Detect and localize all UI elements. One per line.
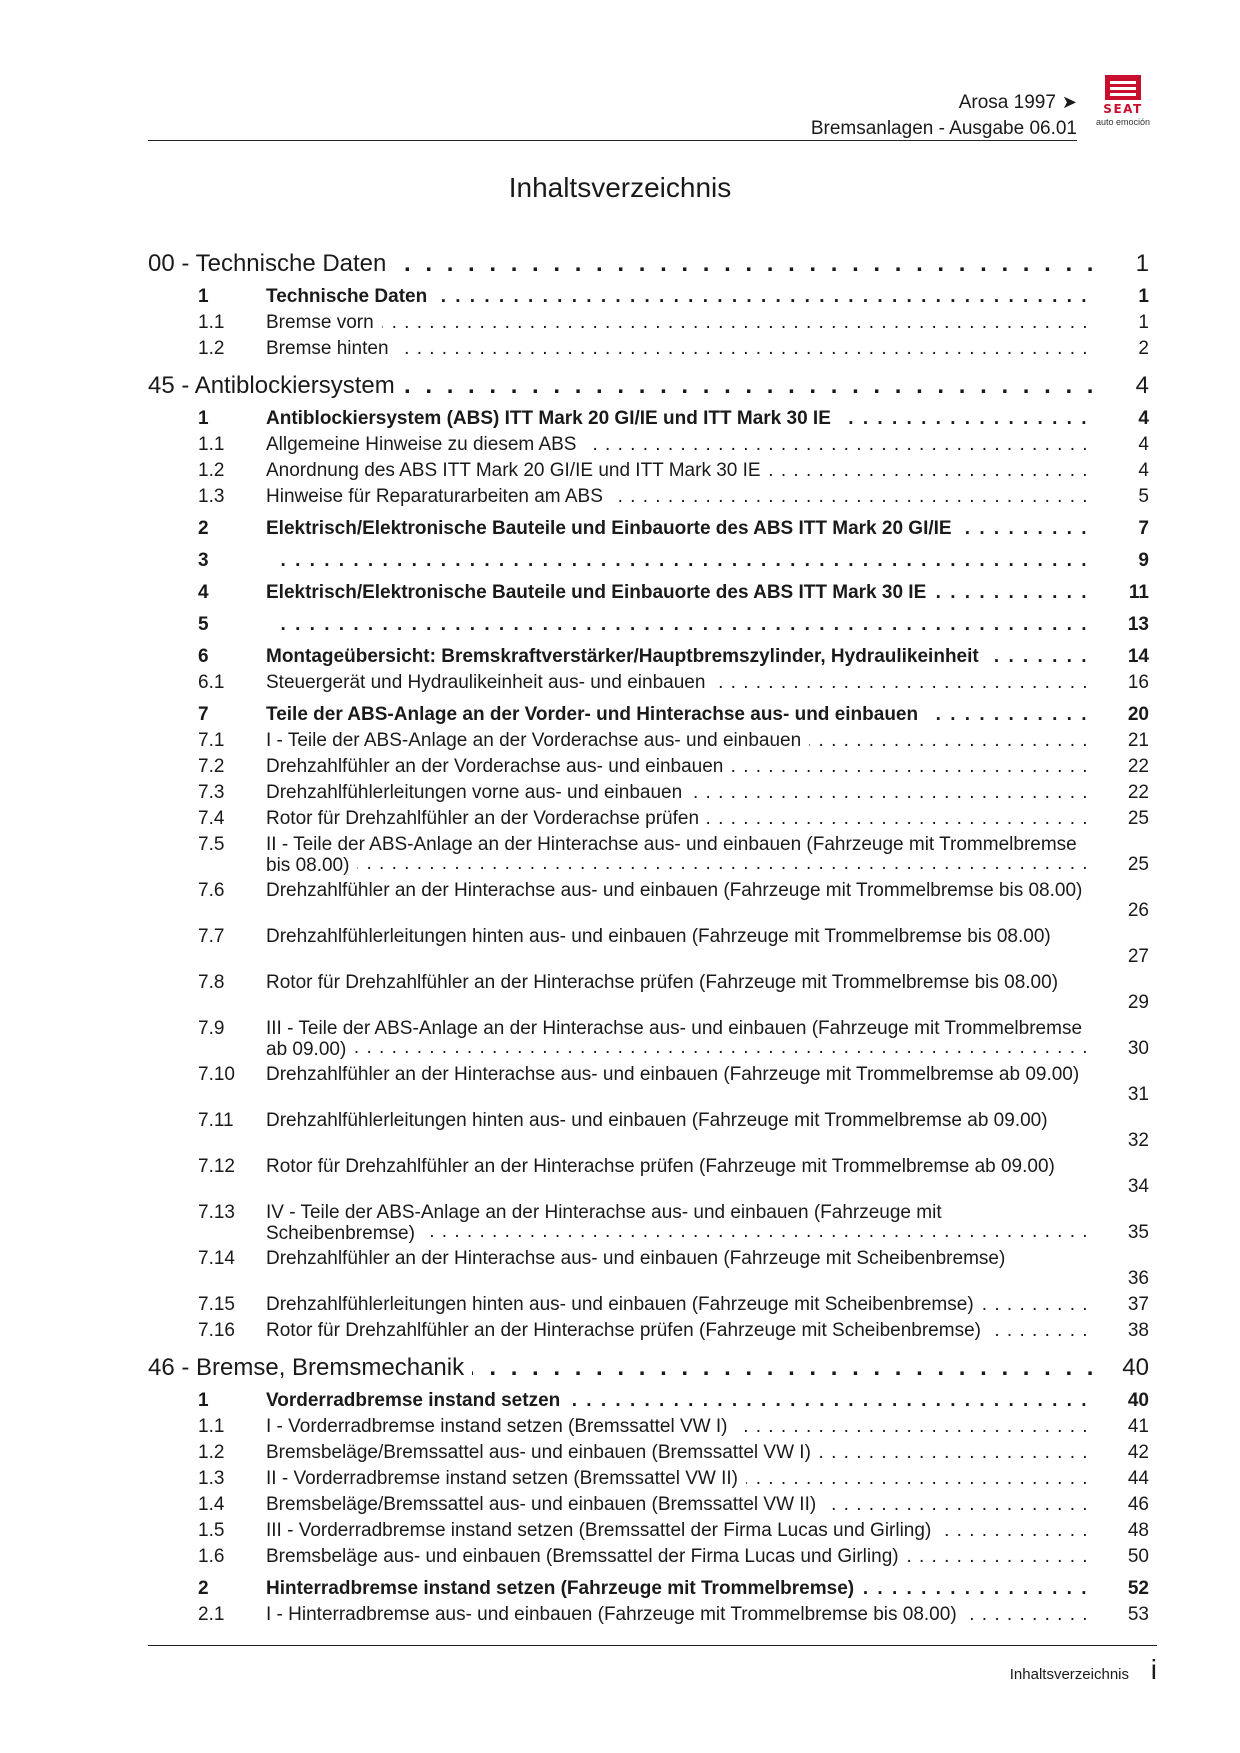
toc-entry-page: 26 [1127, 900, 1149, 921]
toc-entry-page: 27 [1127, 946, 1149, 967]
toc-entry-page: 4 [1138, 460, 1149, 481]
header-model: Arosa 1997 ➤ [958, 92, 1077, 113]
page-header [148, 88, 1077, 141]
toc-entry-number: 5 [198, 614, 209, 635]
seat-logo [1088, 72, 1158, 128]
toc-entry[interactable] [148, 1062, 1149, 1108]
toc-entry[interactable] [148, 1440, 1149, 1466]
toc-entry-title [266, 1200, 1149, 1244]
toc-entry-title-text: Bremse hinten [266, 338, 397, 359]
toc-entry-number: 7.12 [198, 1156, 235, 1177]
toc-entry-title-text: Elektrisch/Elektronische Bauteile und Einbauorte des ABS ITT Mark 30 IE [266, 582, 934, 603]
toc-entry[interactable] [148, 806, 1149, 832]
toc-entry-number: 1 [198, 408, 209, 429]
toc-entry-number: 7.13 [198, 1202, 235, 1223]
toc-entry-number: 1.5 [198, 1520, 225, 1541]
toc-entry-number: 2.1 [198, 1604, 225, 1625]
toc-entry[interactable] [148, 548, 1149, 574]
toc-entry-number: 6.1 [198, 672, 225, 693]
toc-entry-page: 31 [1127, 1084, 1149, 1105]
toc-entry-title [266, 754, 1149, 780]
toc-entry[interactable] [148, 702, 1149, 728]
toc-entry-title [266, 1108, 1149, 1131]
toc-entry[interactable] [148, 970, 1149, 1016]
toc-entry-title-text: Drehzahlfühlerleitungen vorne aus- und einbauen [266, 782, 690, 803]
toc-entry-title-text: III - Vorderradbremse instand setzen (Bremssattel der Firma Lucas und Girling) [266, 1520, 939, 1541]
toc-entry-page: 20 [1127, 704, 1149, 725]
toc-entry[interactable] [148, 458, 1149, 484]
toc-entry-page: 14 [1127, 646, 1149, 667]
toc-entry-number: 2 [198, 518, 209, 539]
toc-entry-title [266, 1544, 1149, 1570]
toc-entry-page: 50 [1127, 1546, 1149, 1567]
toc-entry-page: 7 [1138, 518, 1149, 539]
toc-entry-number: 1.3 [198, 486, 225, 507]
toc-entry-title [266, 702, 1149, 728]
toc-entry-page: 40 [1127, 1390, 1149, 1411]
toc-entry-page: 22 [1127, 756, 1149, 777]
toc-entry-number: 1 [198, 286, 209, 307]
toc-entry[interactable] [148, 878, 1149, 924]
toc-entry-page: 9 [1138, 550, 1149, 571]
toc-entry-title [266, 1492, 1149, 1518]
toc-entry-title [266, 516, 1149, 542]
toc-entry-title [266, 458, 1149, 484]
toc-entry-page: 1 [1138, 312, 1149, 333]
toc-entry-title [266, 284, 1149, 310]
toc-entry-number: 1.2 [198, 1442, 225, 1463]
toc-entry-page: 25 [1127, 854, 1149, 875]
toc-entry[interactable] [148, 336, 1149, 362]
toc-entry-number: 7.11 [198, 1110, 234, 1131]
toc-entry-number: 7.15 [198, 1294, 235, 1315]
toc-entry-title [266, 728, 1149, 754]
toc-entry-title-text: Rotor für Drehzahlfühler an der Vorderachse prüfen [266, 808, 707, 829]
toc-section[interactable] [148, 366, 1149, 406]
toc-entry[interactable] [148, 612, 1149, 638]
toc-entry-title [266, 832, 1149, 876]
toc-entry-title [266, 1292, 1149, 1318]
toc-entry-title-text: Allgemeine Hinweise zu diesem ABS [266, 434, 585, 455]
toc-entry-number: 7.10 [198, 1064, 235, 1085]
toc-entry-title-text: Hinweise für Reparaturarbeiten am ABS [266, 486, 611, 507]
toc-entry-title-text: Anordnung des ABS ITT Mark 20 GI/IE und ITT Mark 30 IE [266, 460, 769, 481]
toc-entry[interactable] [148, 1016, 1149, 1062]
toc-entry-number: 1 [198, 1390, 209, 1411]
toc-entry-title-text: Bremsbeläge/Bremssattel aus- und einbauen (Bremssattel VW I) [266, 1442, 819, 1463]
toc-entry[interactable] [148, 728, 1149, 754]
toc-entry-title-text: Montageübersicht: Bremskraftverstärker/Hauptbremszylinder, Hydraulikeinheit [266, 646, 987, 667]
toc-entry[interactable] [148, 1414, 1149, 1440]
toc-entry-title [266, 1466, 1149, 1492]
toc-entry-title [266, 1518, 1149, 1544]
toc-entry-title [266, 406, 1149, 432]
toc-entry[interactable] [148, 484, 1149, 510]
toc-entry[interactable] [148, 670, 1149, 696]
toc-entry[interactable] [148, 924, 1149, 970]
toc-entry[interactable] [148, 1246, 1149, 1292]
toc-entry-title [148, 244, 1149, 284]
seat-emblem-icon [1088, 72, 1158, 102]
toc-entry-title-text: Technische Daten [266, 286, 435, 307]
toc-entry-number: 1.3 [198, 1468, 225, 1489]
toc-entry[interactable] [148, 310, 1149, 336]
toc-entry-title-text: Steuergerät und Hydraulikeinheit aus- und einbauen [266, 672, 713, 693]
toc-entry-title [266, 1016, 1149, 1060]
toc-entry-page: 2 [1138, 338, 1149, 359]
toc-entry-title-text: Rotor für Drehzahlfühler an der Hinterachse prüfen (Fahrzeuge mit Trommelbremse ab 09.00) [266, 1156, 1063, 1177]
toc-entry-title-text: I - Vorderradbremse instand setzen (Bremssattel VW I) [266, 1416, 735, 1437]
toc-entry-title-text: Bremsbeläge aus- und einbauen (Bremssattel der Firma Lucas und Girling) [266, 1546, 907, 1567]
toc-entry-page: 37 [1127, 1294, 1149, 1315]
toc-entry-number: 1.1 [198, 434, 225, 455]
toc-entry-title-text: Drehzahlfühler an der Hinterachse aus- und einbauen (Fahrzeuge mit Trommelbremse bis 08.00) [266, 880, 1090, 901]
toc-entry-page: 40 [1122, 1354, 1149, 1381]
toc-entry-title [266, 548, 1149, 574]
toc-entry[interactable] [148, 432, 1149, 458]
toc-entry-page: 13 [1127, 614, 1149, 635]
toc-entry[interactable] [148, 754, 1149, 780]
toc-entry-page: 5 [1138, 486, 1149, 507]
toc-entry-title-text: I - Hinterradbremse aus- und einbauen (Fahrzeuge mit Trommelbremse bis 08.00) [266, 1604, 965, 1625]
toc-entry[interactable] [148, 1388, 1149, 1414]
toc-entry-title-text: IV - Teile der ABS-Anlage an der Hinterachse aus- und einbauen (Fahrzeuge mit Scheibenbremse) [266, 1202, 942, 1244]
toc-entry-title-text: Drehzahlfühler an der Hinterachse aus- und einbauen (Fahrzeuge mit Scheibenbremse) [266, 1248, 1013, 1269]
toc-entry-page: 4 [1138, 434, 1149, 455]
toc-entry[interactable] [148, 516, 1149, 542]
toc-entry-title [266, 670, 1149, 696]
toc-entry-page: 32 [1127, 1130, 1149, 1151]
toc-entry-page: 11 [1128, 582, 1149, 603]
toc-entry-title [266, 780, 1149, 806]
toc-entry-title [148, 366, 1149, 406]
toc-entry-title-text: Antiblockiersystem (ABS) ITT Mark 20 GI/IE und ITT Mark 30 IE [266, 408, 839, 429]
toc-entry-title [266, 644, 1149, 670]
toc-entry-title [266, 1440, 1149, 1466]
toc-entry[interactable] [148, 1544, 1149, 1570]
toc-entry-title [266, 806, 1149, 832]
logo-tagline: auto emoción [1095, 117, 1151, 127]
toc-entry-page: 38 [1127, 1320, 1149, 1341]
toc-entry-title-text: Drehzahlfühler an der Vorderachse aus- und einbauen [266, 756, 731, 777]
toc-entry-number: 7.4 [198, 808, 225, 829]
toc-entry-number: 7.2 [198, 756, 225, 777]
toc-entry-title-text: Vorderradbremse instand setzen [266, 1390, 568, 1411]
toc-entry-number: 7.5 [198, 834, 225, 855]
toc-entry-title-text: Drehzahlfühlerleitungen hinten aus- und einbauen (Fahrzeuge mit Scheibenbremse) [266, 1294, 982, 1315]
toc-entry-title-text [266, 614, 274, 635]
toc-entry[interactable] [148, 580, 1149, 606]
toc-entry[interactable] [148, 1200, 1149, 1246]
toc-entry-number: 4 [198, 582, 209, 603]
toc-entry-number: 2 [198, 1578, 209, 1599]
toc-entry-title-text: II - Teile der ABS-Anlage an der Hinterachse aus- und einbauen (Fahrzeuge mit Trommelbremse bis 08.00) [266, 834, 1077, 876]
toc-entry-title-text: Elektrisch/Elektronische Bauteile und Einbauorte des ABS ITT Mark 20 GI/IE [266, 518, 960, 539]
toc-entry-title-text: Hinterradbremse instand setzen (Fahrzeuge mit Trommelbremse) [266, 1578, 862, 1599]
toc-entry-title [266, 484, 1149, 510]
toc-entry[interactable] [148, 1492, 1149, 1518]
toc-entry-number: 1.1 [198, 312, 225, 333]
toc-entry-title [266, 1062, 1149, 1085]
toc-entry-number: 7.6 [198, 880, 225, 901]
toc-entry-title-text: Teile der ABS-Anlage an der Vorder- und Hinterachse aus- und einbauen [266, 704, 926, 725]
page-footer [148, 1645, 1157, 1685]
toc-entry-title [266, 310, 1149, 336]
footer-label: Inhaltsverzeichnis [1009, 1666, 1129, 1683]
toc-entry-page: 44 [1127, 1468, 1149, 1489]
page-title: Inhaltsverzeichnis [508, 172, 732, 203]
toc-entry[interactable] [148, 1466, 1149, 1492]
toc-entry-page: 1 [1135, 250, 1149, 277]
toc-entry-title [266, 1388, 1149, 1414]
toc-entry-number: 3 [198, 550, 209, 571]
toc-entry-title-text: Bremse vorn [266, 312, 382, 333]
toc-entry-number: 7.8 [198, 972, 225, 993]
toc-entry-number: 1.2 [198, 460, 225, 481]
toc-entry[interactable] [148, 1518, 1149, 1544]
toc-entry[interactable] [148, 1576, 1149, 1602]
table-of-contents [148, 240, 1149, 1628]
footer-page-number: i [1150, 1654, 1157, 1685]
toc-entry-number: 7.16 [198, 1320, 235, 1341]
toc-entry-title-text: 46 - Bremse, Bremsmechanik [148, 1354, 472, 1381]
toc-entry-title-text: III - Teile der ABS-Anlage an der Hinterachse aus- und einbauen (Fahrzeuge mit Trommelbremse ab 09.00) [266, 1018, 1083, 1060]
toc-entry-page: 48 [1127, 1520, 1149, 1541]
toc-entry-page: 46 [1127, 1494, 1149, 1515]
toc-entry-page: 52 [1127, 1578, 1149, 1599]
toc-entry-title-text: I - Teile der ABS-Anlage an der Vorderachse aus- und einbauen [266, 730, 809, 751]
toc-entry-title [266, 580, 1149, 606]
toc-entry-number: 7.7 [198, 926, 225, 947]
toc-entry-page: 53 [1127, 1604, 1149, 1625]
toc-entry-title-text: Drehzahlfühlerleitungen hinten aus- und einbauen (Fahrzeuge mit Trommelbremse ab 09.00) [266, 1110, 1056, 1131]
toc-entry-title [266, 878, 1149, 901]
toc-entry-number: 1.6 [198, 1546, 225, 1567]
toc-entry-title [266, 1602, 1149, 1628]
toc-entry-number: 6 [198, 646, 209, 667]
toc-entry-page: 16 [1127, 672, 1149, 693]
toc-entry[interactable] [148, 1318, 1149, 1344]
toc-entry-page: 25 [1127, 808, 1149, 829]
toc-entry-title [266, 1154, 1149, 1177]
toc-entry[interactable] [148, 1108, 1149, 1154]
toc-entry-page: 35 [1127, 1222, 1149, 1243]
toc-entry-title-text: Drehzahlfühlerleitungen hinten aus- und einbauen (Fahrzeuge mit Trommelbremse bis 08.00) [266, 926, 1059, 947]
toc-entry-page: 30 [1127, 1038, 1149, 1059]
toc-entry-number: 7.14 [198, 1248, 235, 1269]
toc-entry-title-text: II - Vorderradbremse instand setzen (Bremssattel VW II) [266, 1468, 746, 1489]
toc-entry-number: 7.9 [198, 1018, 225, 1039]
toc-entry-title-text: Drehzahlfühler an der Hinterachse aus- und einbauen (Fahrzeuge mit Trommelbremse ab 09.00) [266, 1064, 1087, 1085]
toc-entry-title [266, 432, 1149, 458]
toc-entry[interactable] [148, 780, 1149, 806]
toc-entry-number: 7.3 [198, 782, 225, 803]
toc-section[interactable] [148, 244, 1149, 284]
toc-entry-title [266, 970, 1149, 993]
toc-entry[interactable] [148, 1154, 1149, 1200]
toc-entry-title [266, 1414, 1149, 1440]
toc-entry-page: 36 [1127, 1268, 1149, 1289]
toc-entry-title [266, 336, 1149, 362]
toc-entry-page: 42 [1127, 1442, 1149, 1463]
toc-entry-number: 1.2 [198, 338, 225, 359]
toc-entry-title [266, 612, 1149, 638]
header-subtitle: Bremsanlagen - Ausgabe 06.01 [810, 118, 1077, 139]
toc-entry-page: 29 [1127, 992, 1149, 1013]
toc-entry-page: 1 [1138, 286, 1149, 307]
toc-entry[interactable] [148, 832, 1149, 878]
toc-entry-title-text: 00 - Technische Daten [148, 250, 394, 277]
toc-entry[interactable] [148, 644, 1149, 670]
toc-entry-number: 1.4 [198, 1494, 225, 1515]
toc-entry[interactable] [148, 406, 1149, 432]
toc-entry-page: 34 [1127, 1176, 1149, 1197]
toc-entry-page: 4 [1138, 408, 1149, 429]
toc-entry-number: 1.1 [198, 1416, 225, 1437]
toc-entry[interactable] [148, 1602, 1149, 1628]
toc-entry-title [148, 1348, 1149, 1388]
logo-brand: SEAT [1103, 102, 1143, 116]
toc-entry-page: 4 [1135, 372, 1149, 399]
toc-entry-page: 21 [1127, 730, 1149, 751]
toc-entry-title-text: 45 - Antiblockiersystem [148, 372, 403, 399]
toc-entry-number: 7.1 [198, 730, 225, 751]
toc-entry-title-text: Rotor für Drehzahlfühler an der Hinterachse prüfen (Fahrzeuge mit Scheibenbremse) [266, 1320, 989, 1341]
toc-entry-title [266, 1246, 1149, 1269]
toc-entry-title-text: Bremsbeläge/Bremssattel aus- und einbauen (Bremssattel VW II) [266, 1494, 824, 1515]
toc-entry-title [266, 924, 1149, 947]
toc-entry-page: 41 [1127, 1416, 1149, 1437]
toc-entry-title-text: Rotor für Drehzahlfühler an der Hinterachse prüfen (Fahrzeuge mit Trommelbremse bis 08.00) [266, 972, 1066, 993]
arrow-right-icon: ➤ [1061, 92, 1077, 112]
toc-section[interactable] [148, 1348, 1149, 1388]
toc-entry[interactable] [148, 284, 1149, 310]
toc-entry-title-text [266, 550, 274, 571]
toc-entry-title [266, 1576, 1149, 1602]
toc-entry-number: 7 [198, 704, 209, 725]
toc-entry-title [266, 1318, 1149, 1344]
toc-entry[interactable] [148, 1292, 1149, 1318]
toc-entry-page: 22 [1127, 782, 1149, 803]
